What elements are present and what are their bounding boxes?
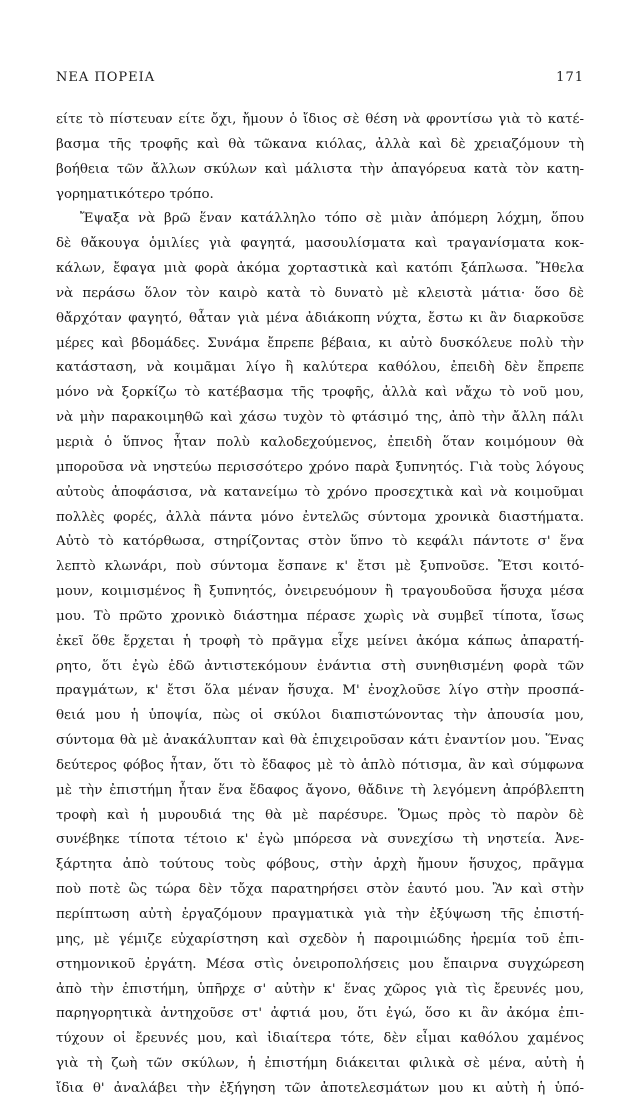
- text-line: ἀπὸ τὴν ἐπιστήμη, ὑπῆρχε σ' αὐτὴν κ' ἕνας χῶρος γιὰ τὶς ἔρευνές μου,: [56, 981, 584, 997]
- text-line: θειά μου ἡ ὑποψία, πὼς οἱ σκύλοι διαπιστώνοντας τὴν ἀπουσία μου,: [56, 708, 584, 724]
- page-number: 171: [556, 70, 584, 85]
- text-line: λεπτὸ κλωνάρι, ποὺ σύντομα ἔσπανε κ' ἔτσι μὲ ξυπνοῦσε. Ἔτσι κοιτό-: [56, 559, 584, 575]
- text-line: δεύτερος φόβος ἦταν, ὅτι τὸ ἔδαφος μὲ τὸ ἁπλὸ πότισμα, ἂν καὶ σύμφωνα: [56, 757, 584, 773]
- text-line: κατάσταση, νὰ κοιμᾶμαι λίγο ἢ καλύτερα καθόλου, ἐπειδὴ δὲν ἔπρεπε: [56, 360, 584, 376]
- text-line: βοήθεια τῶν ἄλλων σκύλων καὶ μάλιστα τὴν ἀπαγόρευα κατὰ τὸν κατη-: [56, 161, 584, 177]
- text-line: ρητο, ὅτι ἐγὼ ἐδῶ ἀντιστεκόμουν ἐνάντια στὴ συνηθισμένη φορὰ τῶν: [56, 658, 584, 674]
- text-line: νὰ περάσω ὅλον τὸν καιρὸ κατὰ τὸ δυνατὸ μὲ κλειστὰ μάτια· ὅσο δὲ: [56, 285, 584, 301]
- text-line: τύχουν οἱ ἔρευνές μου, καὶ ἰδιαίτερα τότε, δὲν εἶμαι καθόλου χαμένος: [56, 1031, 584, 1047]
- text-line: Ἔψαξα νὰ βρῶ ἕναν κατάλληλο τόπο σὲ μιὰν ἀπόμερη λόχμη, ὅπου: [80, 211, 584, 227]
- book-page: [56, 70, 584, 1096]
- text-line: μεριὰ ὁ ὕπνος ἦταν πολὺ καλοδεχούμενος, ἐπειδὴ ὅταν κοιμόμουν θὰ: [56, 434, 584, 450]
- text-line: μέρες καὶ βδομάδες. Συνάμα ἔπρεπε βέβαια, κι αὐτὸ δυσκόλευε πολὺ τὴν: [56, 335, 584, 351]
- text-line: συνέβηκε τίποτα τέτοιο κ' ἐγὼ μπόρεσα νὰ συνεχίσω τὴ νηστεία. Ἀνε-: [56, 832, 584, 848]
- text-line: κάλων, ἔφαγα μιὰ φορὰ ἀκόμα χορταστικὰ καὶ κατόπι ξάπλωσα. Ἤθελα: [56, 261, 584, 277]
- running-title: ΝΕΑ ΠΟΡΕΙΑ: [56, 70, 156, 85]
- text-line: μποροῦσα νὰ νηστεύω περισσότερο χρόνο παρὰ ξυπνητός. Γιὰ τοὺς λόγους: [56, 459, 584, 475]
- text-line: βασμα τῆς τροφῆς καὶ θὰ τῶκανα κιόλας, ἀλλὰ καὶ δὲ χρειαζόμουν τὴ: [56, 136, 584, 152]
- text-line: περίπτωση αὐτὴ ἐργαζόμουν πραγματικὰ γιὰ τὴν ἐξύψωση τῆς ἐπιστή-: [56, 907, 584, 922]
- text-line: γορηματικότερο τρόπο.: [56, 186, 214, 202]
- text-line: μουν, κοιμισμένος ἢ ξυπνητός, ὀνειρευόμουν ἢ τραγουδοῦσα ἥσυχα μέσα: [56, 584, 584, 600]
- text-line: αὐτοὺς ἀποφάσισα, νὰ κατανείμω τὸ χρόνο προσεχτικὰ καὶ νὰ κοιμοῦμαι: [56, 484, 584, 500]
- text-line: στημονικοῦ ἐργάτη. Μέσα στὶς ὀνειροπολήσεις μου ἔπαιρνα συγχώρεση: [56, 956, 584, 972]
- running-head: [56, 70, 584, 90]
- text-line: ἐκεῖ ὅθε ἔρχεται ἡ τροφὴ τὸ πρᾶγμα εἶχε μείνει ἀκόμα κάπως ἀπαρατή-: [56, 633, 584, 649]
- text-line: ἴδια θ' ἀναλάβει τὴν ἐξήγηση τῶν ἀποτελεσμάτων μου κι αὐτὴ ἡ ὑπό-: [56, 1080, 584, 1096]
- text-line: πραγμάτων, κ' ἔτσι ὅλα μέναν ἥσυχα. Μ' ἐνοχλοῦσε λίγο στὴν προσπά-: [56, 683, 584, 699]
- body-text: [56, 108, 584, 1102]
- text-line: τροφὴ καὶ ἡ μυρουδιά της θὰ μὲ παρέσυρε. Ὅμως πρὸς τὸ παρὸν δὲ: [56, 807, 584, 823]
- text-line: θἄρχόταν φαγητό, θἆταν γιὰ μένα ἀδιάκοπη νύχτα, ἔστω κι ἂν διαρκοῦσε: [56, 310, 584, 326]
- text-line: σύντομα θὰ μὲ ἀνακάλυπταν καὶ θὰ ἐπιχειροῦσαν κάτι ἐναντίον μου. Ἕνας: [56, 733, 584, 749]
- text-line: ποὺ ποτὲ ὣς τώρα δὲν τὄχα παρατηρήσει στὸν ἑαυτό μου. Ἂν καὶ στὴν: [56, 882, 584, 898]
- text-line: νὰ μὴν παρακοιμηθῶ καὶ χάσω τυχὸν τὸ φτάσιμό της, ἀπὸ τὴν ἄλλη πάλι: [56, 410, 584, 426]
- text-line: παρηγορητικὰ ἀντηχοῦσε στ' ἀφτιά μου, ὅτι ἐγώ, ὅσο κι ἂν ἀκόμα ἐπι-: [56, 1006, 584, 1022]
- text-line: πολλὲς φορές, ἀλλὰ πάντα μόνο ἐντελῶς σύντομα χρονικὰ διαστήματα.: [56, 509, 584, 525]
- text-line: δὲ θἄκουγα ὁμιλίες γιὰ φαγητά, μασουλίσματα καὶ τραγανίσματα κοκ-: [56, 236, 584, 252]
- text-line: ξάρτητα ἀπὸ τούτους τοὺς φόβους, στὴν ἀρχὴ ἤμουν ἥσυχος, πρᾶγμα: [56, 857, 584, 873]
- text-line: μὲ τὴν ἐπιστήμη ἦταν ἕνα ἔδαφος ἄγονο, θἄδινε τὴ λεγόμενη ἀπρόβλεπτη: [56, 782, 584, 798]
- text-line: μόνο νὰ ξορκίζω τὸ κατέβασμα τῆς τροφῆς, ἀλλὰ καὶ νἄχω τὸ νοῦ μου,: [56, 385, 584, 401]
- text-line: Αὐτὸ τὸ κατόρθωσα, στηρίζοντας στὸν ὕπνο τὸ κεφάλι πάντοτε σ' ἕνα: [56, 534, 584, 550]
- text-line: γιὰ τὴ ζωὴ τῶν σκύλων, ἡ ἐπιστήμη διάκειται φιλικὰ σὲ μένα, αὐτὴ ἡ: [56, 1056, 584, 1072]
- text-line: μης, μὲ γέμιζε εὐχαρίστηση καὶ σχεδὸν ἡ παροιμιώδης ἠρεμία τοῦ ἐπι-: [56, 931, 584, 947]
- text-line: είτε τὸ πίστευαν είτε ὄχι, ἤμουν ὁ ἴδιος σὲ θέση νὰ φροντίσω γιὰ τὸ κατέ-: [56, 112, 584, 127]
- text-line: μου. Τὸ πρῶτο χρονικὸ διάστημα πέρασε χωρὶς νὰ συμβεῖ τίποτα, ἴσως: [56, 608, 584, 624]
